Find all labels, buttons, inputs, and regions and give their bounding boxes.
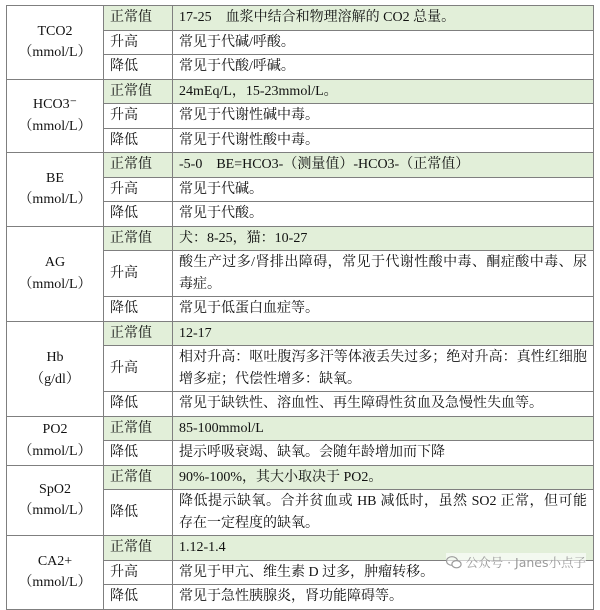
parameter-cell xyxy=(7,465,104,536)
row-label: 正常值 xyxy=(104,79,173,104)
watermark xyxy=(446,553,586,571)
row-label: 降低 xyxy=(104,392,173,417)
parameter-cell xyxy=(7,321,104,416)
parameter-unit: （mmol/L） xyxy=(18,443,92,459)
row-description: 90%-100%，其大小取决于 PO2。 xyxy=(173,465,594,490)
row-label: 降低 xyxy=(104,297,173,322)
watermark-text: 公众号 · Janes小点子 xyxy=(465,555,586,570)
row-label: 升高 xyxy=(104,104,173,129)
row-label: 降低 xyxy=(104,128,173,153)
row-description: -5-0 BE=HCO3-（测量值）-HCO3-（正常值） xyxy=(173,153,594,178)
row-label: 升高 xyxy=(104,30,173,55)
parameter-cell xyxy=(7,153,104,227)
row-label: 降低 xyxy=(104,490,173,536)
row-description: 12-17 xyxy=(173,321,594,346)
row-label: 升高 xyxy=(104,177,173,202)
parameter-unit: （mmol/L） xyxy=(18,118,92,134)
row-description: 相对升高：呕吐腹泻多汗等体液丢失过多；绝对升高：真性红细胞增多症；代偿性增多：缺氧。 xyxy=(173,346,594,392)
row-description: 常见于代碱。 xyxy=(173,177,594,202)
row-label: 降低 xyxy=(104,441,173,466)
row-description: 常见于代碱/呼酸。 xyxy=(173,30,594,55)
wechat-icon xyxy=(446,556,462,569)
parameter-name: BE xyxy=(46,170,64,186)
row-description: 酸生产过多/肾排出障碍，常见于代谢性酸中毒、酮症酸中毒、尿毒症。 xyxy=(173,251,594,297)
row-label: 正常值 xyxy=(104,416,173,441)
parameter-unit: （mmol/L） xyxy=(18,45,92,61)
row-label: 正常值 xyxy=(104,321,173,346)
table-row xyxy=(7,416,594,441)
parameter-name: TCO2 xyxy=(37,23,73,39)
row-label: 正常值 xyxy=(104,536,173,561)
parameter-cell xyxy=(7,536,104,610)
parameter-cell xyxy=(7,226,104,321)
table-row xyxy=(7,153,594,178)
parameter-cell xyxy=(7,6,104,80)
table-row xyxy=(7,321,594,346)
row-description: 常见于代谢性酸中毒。 xyxy=(173,128,594,153)
parameter-unit: （mmol/L） xyxy=(18,575,92,591)
parameter-unit: （mmol/L） xyxy=(18,503,92,519)
parameter-unit: （mmol/L） xyxy=(18,192,92,208)
row-description: 1.12-1.4 xyxy=(173,536,594,561)
row-description: 常见于甲亢、维生素 D 过多，肿瘤转移。 xyxy=(173,560,594,585)
table-row xyxy=(7,79,594,104)
parameter-name: SpO2 xyxy=(39,481,71,497)
parameter-name: CA2+ xyxy=(37,553,73,569)
row-label: 升高 xyxy=(104,251,173,297)
row-description: 常见于代谢性碱中毒。 xyxy=(173,104,594,129)
row-description: 常见于代酸。 xyxy=(173,202,594,227)
row-description: 85-100mmol/L xyxy=(173,416,594,441)
table-row xyxy=(7,226,594,251)
row-description: 犬：8-25，猫：10-27 xyxy=(173,226,594,251)
row-description: 常见于代酸/呼碱。 xyxy=(173,55,594,80)
row-label: 正常值 xyxy=(104,465,173,490)
parameter-name: HCO3⁻ xyxy=(33,97,77,113)
row-description: 降低提示缺氧。合并贫血或 HB 减低时，虽然 SO2 正常，但可能存在一定程度的缺氧。 xyxy=(173,490,594,536)
blood-gas-reference-table xyxy=(6,5,594,610)
row-label: 降低 xyxy=(104,585,173,610)
parameter-name: AG xyxy=(44,255,66,270)
parameter-name: Hb xyxy=(46,350,64,365)
parameter-unit: （mmol/L） xyxy=(18,276,92,292)
parameter-cell xyxy=(7,416,104,465)
row-label: 正常值 xyxy=(104,153,173,178)
row-label: 升高 xyxy=(104,560,173,585)
row-label: 正常值 xyxy=(104,226,173,251)
row-description: 提示呼吸衰竭、缺氧。会随年龄增加而下降 xyxy=(173,441,594,466)
row-description: 24mEq/L，15-23mmol/L。 xyxy=(173,79,594,104)
parameter-name: PO2 xyxy=(42,422,68,437)
row-description: 17-25 血浆中结合和物理溶解的 CO2 总量。 xyxy=(173,6,594,31)
row-label: 正常值 xyxy=(104,6,173,31)
table-row xyxy=(7,465,594,490)
parameter-cell xyxy=(7,79,104,153)
row-label: 降低 xyxy=(104,55,173,80)
row-label: 降低 xyxy=(104,202,173,227)
row-label: 升高 xyxy=(104,346,173,392)
parameter-unit: （g/dl） xyxy=(30,371,80,387)
row-description: 常见于急性胰腺炎，肾功能障碍等。 xyxy=(173,585,594,610)
row-description: 常见于缺铁性、溶血性、再生障碍性贫血及急慢性失血等。 xyxy=(173,392,594,417)
row-description: 常见于低蛋白血症等。 xyxy=(173,297,594,322)
table-row xyxy=(7,6,594,31)
